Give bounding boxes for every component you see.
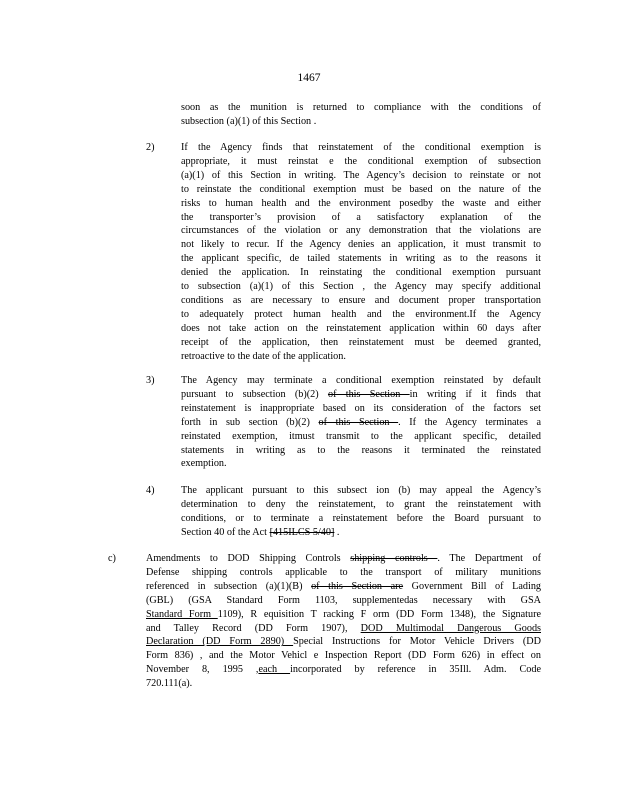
item-0-line: does not take action on the reinstatement application within 60 days after [181, 322, 541, 334]
item-0-line: (a)(1) of this Section in writing. The Agency’s decision to reinstate or not [181, 169, 541, 181]
item-0-line: to adequately protect human health and the environment.If the Agency [181, 308, 541, 320]
item-0-line: receipt of the application, then reinstatement must be deemed granted, [181, 336, 541, 348]
struck-text: of this Section [327, 388, 410, 400]
item-0-line: to reinstate the conditional exemption must be based on the nature of the [181, 183, 541, 195]
item-0-line: retroactive to the date of the application. [181, 350, 346, 362]
continuation-paragraph-line: soon as the munition is returned to compliance with the conditions of [181, 102, 541, 113]
section-c-line [146, 580, 541, 594]
item-2-line: determination to deny the reinstatement, to grant the reinstatement with [181, 498, 541, 510]
text-run: pursuant to subsection (b)(2) [181, 388, 328, 400]
text-run: in writing if it finds that [409, 388, 541, 400]
item-label-2: 4) [146, 485, 155, 496]
text-run: . If the Agency terminates a [398, 416, 542, 428]
item-0-line: denied the application. In reinstating the conditional exemption pursuant [181, 267, 541, 279]
section-c-line: (GBL) (GSA Standard Form 1103, supplementedas necessary with GSA [146, 594, 541, 606]
text-run: Special Instructions for Motor Vehicle Drivers (DD [293, 636, 541, 648]
item-0-line: the applicant specific, de tailed statements in writing as to the reasons it [181, 253, 541, 265]
text-run: November 8, 1995 , [146, 664, 259, 676]
struck-text: shipping controls [350, 553, 438, 564]
item-1-line: reinstated exemption, itmust transmit to the applicant specific, detailed [181, 430, 541, 442]
item-2-line: The applicant pursuant to this subsect ion (b) may appeal the Agency’s [181, 485, 541, 496]
section-c-line [146, 622, 541, 636]
item-1-line: exemption. [181, 458, 227, 470]
text-run: 1109), R equisition T racking F orm (DD Form 1348), the Signature [217, 608, 541, 620]
section-c-line [146, 608, 541, 622]
continuation-paragraph-line: subsection (a)(1) of this Section . [181, 115, 317, 127]
item-0-line: to subsection (a)(1) of this Section , the Agency may specify additional [181, 281, 541, 292]
text-run: . The Department of [437, 553, 541, 564]
item-2-line: conditions, or to terminate a reinstatement before the Board pursuant to [181, 512, 541, 524]
underlined-text: each [258, 664, 291, 676]
section-c-line: 720.111(a). [146, 678, 193, 690]
page-number: 1467 [297, 72, 321, 84]
item-0-line: conditions as are necessary to ensure and document proper transportation [181, 294, 541, 306]
item-0-line: appropriate, it must reinstat e the conditional exemption of subsection [181, 155, 541, 167]
underlined-text: DOD Multimodal Dangerous Goods [360, 622, 541, 634]
struck-text: of this Section are [311, 580, 404, 592]
item-0-line: circumstances of the violation or any demonstration that the violations are [181, 225, 541, 237]
text-run: referenced in subsection (a)(1)(B) [146, 580, 312, 592]
item-label-0: 2) [146, 142, 155, 153]
section-c-line [146, 552, 541, 566]
item-1-line: reinstatement is inappropriate based on its consideration of the factors set [181, 402, 541, 414]
item-1-line: The Agency may terminate a conditional exemption reinstated by default [181, 375, 541, 386]
section-c-line: Defense shipping controls applicable to the transport of military munitions [146, 566, 541, 578]
item-0-line: not likely to recur. If the Agency denies an application, it must transmit to [181, 239, 541, 251]
section-c-line: Form 836) , and the Motor Vehicl e Inspection Report (DD Form 626) in effect on [146, 650, 541, 662]
item-0-line: risks to human health and the environment posedby the waste and either [181, 197, 541, 209]
underlined-text: Standard Form [146, 608, 218, 620]
text-run: forth in sub section (b)(2) [181, 416, 319, 428]
text-run: incorporated by reference in 35Ill. Adm. Code [290, 664, 541, 676]
item-1-line [181, 388, 541, 402]
text-run: Government Bill of Lading [403, 580, 542, 592]
section-c-line [146, 635, 541, 649]
underlined-text: Declaration (DD Form 2890) [146, 636, 294, 648]
struck-text: of this Section [318, 416, 399, 428]
section-c-line [146, 663, 541, 677]
text-run: and Talley Record (DD Form 1907), [146, 622, 361, 634]
item-1-line [181, 416, 541, 430]
item-label-1: 3) [146, 375, 155, 386]
text-run: Section 40 of the Act [181, 526, 270, 538]
section-c-label: c) [108, 553, 116, 564]
item-0-line: If the Agency finds that reinstatement of the conditional exemption is [181, 142, 541, 153]
item-2-line [181, 526, 541, 540]
text-run: . [334, 526, 340, 538]
item-1-line: statements in writing as to the reasons it terminated the reinstated [181, 444, 541, 456]
text-run: Amendments to DOD Shipping Controls [146, 553, 351, 564]
item-0-line: the transporter’s provision of a satisfactory explanation of the [181, 211, 541, 223]
struck-text: [415ILCS 5/40] [269, 526, 335, 538]
